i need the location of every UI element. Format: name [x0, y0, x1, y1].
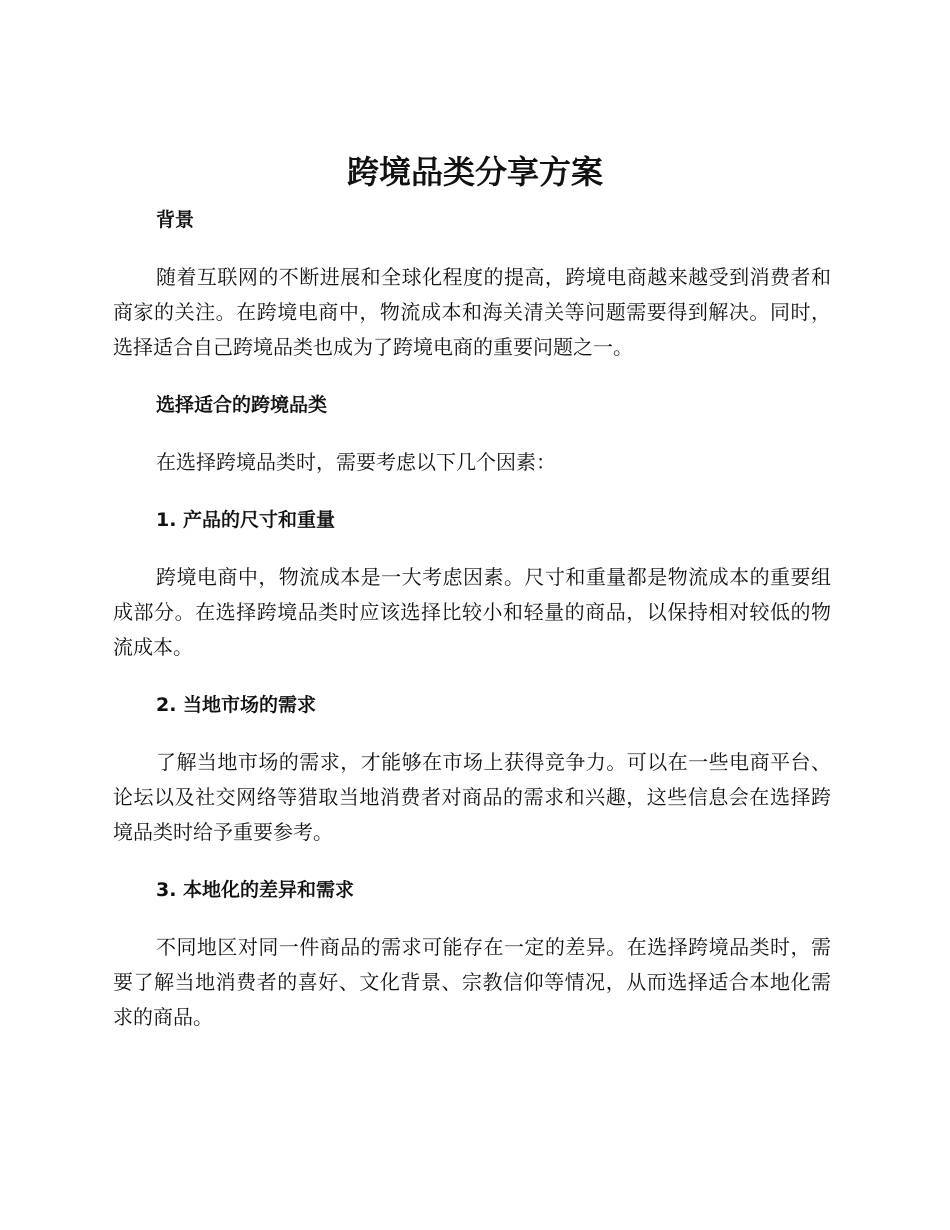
paragraph-background: 随着互联网的不断进展和全球化程度的提高，跨境电商越来越受到消费者和商家的关注。在跨境电商中，物流成本和海关清关等问题需要得到解决。同时，选择适合自己跨境品类也成为了跨境电商的重要问题之一。 — [113, 265, 831, 359]
section-heading-choose-category: 选择适合的跨境品类 — [156, 394, 328, 416]
paragraph-size-weight: 跨境电商中，物流成本是一大考虑因素。尺寸和重量都是物流成本的重要组成部分。在选择跨境品类时应该选择比较小和轻量的商品，以保持相对较低的物流成本。 — [113, 565, 831, 659]
section-heading-background: 背景 — [156, 209, 195, 231]
page-title: 跨境品类分享方案 — [346, 153, 603, 191]
paragraph-local-demand: 了解当地市场的需求，才能够在市场上获得竞争力。可以在一些电商平台、论坛以及社交网络等猎取当地消费者对商品的需求和兴趣，这些信息会在选择跨境品类时给予重要参考。 — [113, 750, 831, 844]
document-body — [113, 202, 831, 1057]
paragraph-factors-intro: 在选择跨境品类时，需要考虑以下几个因素： — [156, 450, 556, 474]
section-heading-localization: 3. 本地化的差异和需求 — [156, 879, 355, 901]
section-heading-local-demand: 2. 当地市场的需求 — [156, 694, 317, 716]
section-heading-size-weight: 1. 产品的尺寸和重量 — [156, 509, 336, 531]
paragraph-localization: 不同地区对同一件商品的需求可能存在一定的差异。在选择跨境品类时，需要了解当地消费者的喜好、文化背景、宗教信仰等情况，从而选择适合本地化需求的商品。 — [113, 935, 831, 1029]
